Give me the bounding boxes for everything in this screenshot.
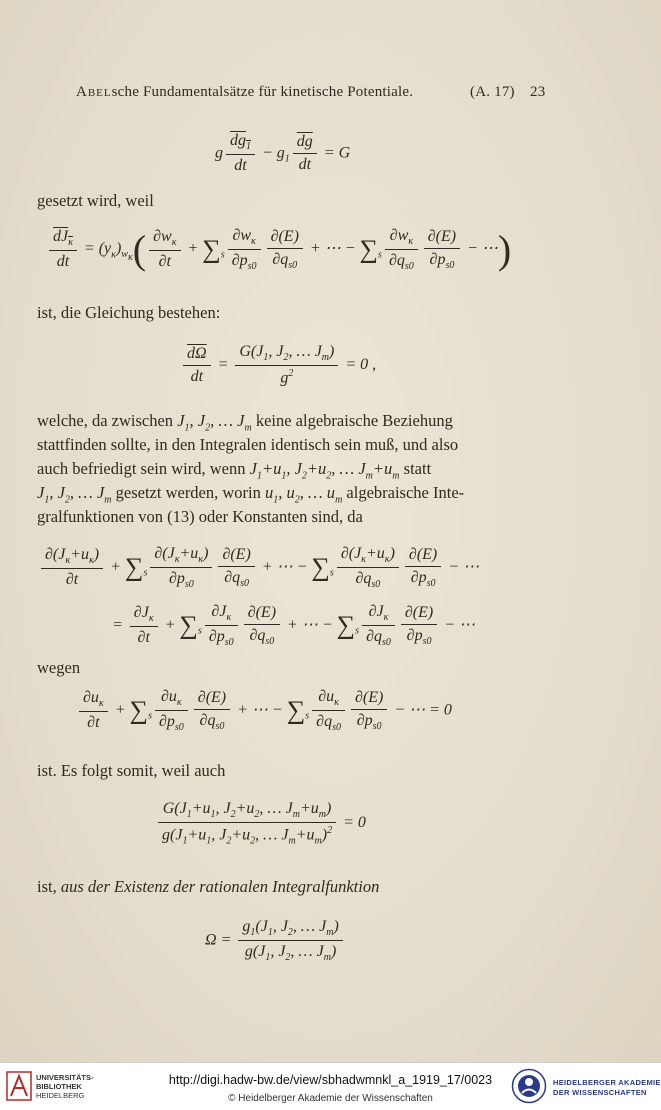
equation-3: $\frac{\overline{d\Omega}}{dt}$ = $\frac{G(J_1, J_2, \dots J_m)}{g^2}$ = 0 , <box>180 343 376 388</box>
paragraph-6: ist, aus der Existenz der rationalen Integralfunktion <box>37 877 380 896</box>
page-number: 23 <box>530 84 546 100</box>
equation-4: $\frac{\partial(J_\kappa+u_\kappa)}{\partial t}$ + $\sum_s$ $\frac{\partial(J_\kappa+u_\kappa)}{\partial p_{s0}}$ $\frac{\partial(E)}{\partial q_{s0}}$ + ⋯ − $\sum_s$ $\frac{\partial(J_\kappa+u_\kappa)}{\partial q_{s0}}$ $\frac{\partial(E)}{\partial p_{s0}}$ − ⋯ <box>38 545 479 590</box>
document-url-link[interactable]: http://digi.hadw-bw.de/view/sbhadwmnkl_a_1919_17/0023 <box>168 1073 493 1087</box>
academy-seal-icon <box>511 1068 547 1104</box>
equation-2: $\frac{dJ_\kappa}{dt}$ = $(y_\kappa)_{w_\kappa}$( $\frac{\partial w_\kappa}{\partial t}$ + $\sum_s$ $\frac{\partial w_\kappa}{\partial p_{s0}}$ $\frac{\partial(E)}{\partial q_{s0}}$ + ⋯ − $\sum_s$ $\frac{\partial w_\kappa}{\partial q_{s0}}$ $\frac{\partial(E)}{\partial p_{s0}}$ − ⋯) <box>46 226 511 273</box>
copyright-notice: © Heidelberger Akademie der Wissenschaften <box>228 1093 433 1104</box>
running-header-title: Abelsche Fundamentalsätze für kinetische Potentiale. <box>76 84 414 100</box>
paragraph-1: gesetzt wird, weil <box>37 191 154 210</box>
paragraph-3-line-2: stattfinden sollte, in den Integralen identisch sein muß, und also <box>37 435 459 454</box>
paragraph-4: wegen <box>37 658 81 677</box>
paragraph-3-line-3: auch befriedigt sein wird, wenn $J_1+u_1$, $J_2+u_2$, … $J_m+u_m$ statt <box>37 459 432 482</box>
paragraph-3-line-1: welche, da zwischen $J_1$, $J_2$, … $J_m$ keine algebraische Beziehung <box>37 411 453 434</box>
viewer-footer <box>0 1062 661 1110</box>
library-name: UNIVERSITÄTS- BIBLIOTHEK HEIDELBERG <box>36 1073 94 1100</box>
paragraph-5: ist. Es folgt somit, weil auch <box>37 761 226 780</box>
equation-5: $\frac{\partial u_\kappa}{\partial t}$ + $\sum_s$ $\frac{\partial u_\kappa}{\partial p_{s0}}$ $\frac{\partial(E)}{\partial q_{s0}}$ + ⋯ − $\sum_s$ $\frac{\partial u_\kappa}{\partial q_{s0}}$ $\frac{\partial(E)}{\partial p_{s0}}$ − ⋯ = 0 <box>76 688 452 733</box>
paragraph-3-line-5: gralfunktionen von (13) oder Konstanten sind, da <box>37 507 363 526</box>
equation-1: g $\frac{dg_1}{dt}$ − $g_1$ $\frac{\overline{dg}}{dt}$ = G <box>215 132 351 175</box>
running-header-section: (A. 17) <box>470 84 515 100</box>
equation-7: Ω = $\frac{g_1(J_1, J_2, \dots J_m)}{g(J_1, J_2, \dots J_m)}$ <box>205 918 346 963</box>
academy-name: HEIDELBERGER AKADEMIE DER WISSENSCHAFTEN <box>553 1078 661 1097</box>
paragraph-3-line-4: $J_1$, $J_2$, … $J_m$ gesetzt werden, worin $u_1$, $u_2$, … $u_m$ algebraische Inte- <box>37 483 465 506</box>
equation-6: $\frac{G(J_1+u_1, J_2+u_2, \dots J_m+u_m)}{g(J_1+u_1, J_2+u_2, \dots J_m+u_m)^2}$ = 0 <box>155 800 366 847</box>
equation-4-continued: = $\frac{\partial J_\kappa}{\partial t}$ + $\sum_s$ $\frac{\partial J_\kappa}{\partial p_{s0}}$ $\frac{\partial(E)}{\partial q_{s0}}$ + ⋯ − $\sum_s$ $\frac{\partial J_\kappa}{\partial q_{s0}}$ $\frac{\partial(E)}{\partial p_{s0}}$ − ⋯ <box>112 603 476 649</box>
paragraph-2: ist, die Gleichung bestehen: <box>37 303 221 322</box>
